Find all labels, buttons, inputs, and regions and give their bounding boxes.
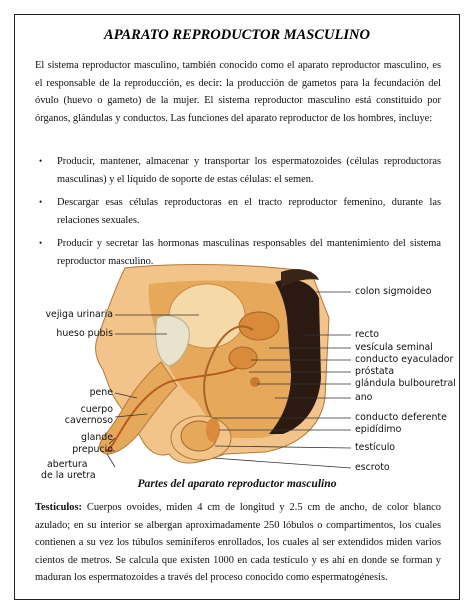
- label-colon-sigmoideo: colon sigmoideo: [355, 286, 432, 297]
- label-glandula-bulbouretral: glándula bulbouretral: [355, 378, 456, 389]
- bulbourethral-gland-shape: [250, 377, 260, 387]
- label-cuerpo: cuerpo: [80, 404, 113, 415]
- epididymis-shape: [206, 418, 220, 442]
- label-ano: ano: [355, 392, 373, 403]
- label-pene: pene: [89, 387, 113, 398]
- list-item-text: Producir, mantener, almacenar y transportar los espermatozoides (células reproductoras masculinas) y el líquido de soporte de estas células: el semen.: [57, 156, 441, 185]
- label-prostata: próstata: [355, 366, 395, 377]
- label-conducto-deferente: conducto deferente: [355, 412, 447, 423]
- label-vejiga-urinaria: vejiga urinaria: [45, 309, 113, 320]
- bullet-icon: •: [39, 238, 43, 249]
- intro-paragraph: El sistema reproductor masculino, también conocido como el aparato reproductor masculino, es el responsable de la reproducción, es decir: la producción de gametos para la fecundación del óvulo (huevo o gameto) de la mujer. El sistema reproductor masculino está constituido por órganos, glándulas y conductos. Las funciones del aparato reproductor de los hombres, incluye:: [35, 60, 441, 124]
- bullet-icon: •: [39, 197, 43, 208]
- prostate-shape: [229, 347, 257, 369]
- testicles-text: Cuerpos ovoides, miden 4 cm de longitud y 2.5 cm de ancho, de color blanco azulado; en su interior se albergan aproximadamente 250 lóbulos o compartimentos, los cuales contienen a su vez los túbulos seminíferos enrollados, los cuales al ser extendidos miden varios cientos de metros. Se calcula que existen 1000 en cada testículo y es ahí en donde se forman y maduran los espermatozoides a través del proceso conocido como espermatogénesis.: [35, 502, 441, 584]
- list-item: [35, 194, 441, 229]
- label-conducto-eyaculador: conducto eyaculador: [355, 354, 454, 365]
- figure-caption: Partes del aparato reproductor masculino: [137, 477, 337, 490]
- document-page: [14, 14, 460, 600]
- label-de-la-uretra: de la uretra: [41, 470, 96, 481]
- label-epididimo: epidídimo: [355, 424, 402, 435]
- testicles-term: Testículos:: [35, 502, 82, 513]
- label-prepucio: prepucio: [72, 444, 113, 455]
- label-glande: glande: [81, 432, 113, 443]
- label-cavernoso: cavernoso: [64, 415, 113, 426]
- list-item-text: Descargar esas células reproductoras en el tracto reproductor femenino, durante las relaciones sexuales.: [57, 197, 441, 226]
- label-vesicula-seminal: vesícula seminal: [355, 342, 433, 353]
- bullet-icon: •: [39, 156, 43, 166]
- testicles-paragraph: [35, 499, 441, 587]
- label-escroto: escroto: [355, 462, 390, 473]
- list-item: [35, 153, 441, 188]
- anatomy-figure: [29, 258, 456, 481]
- list-item-text: Producir y secretar las hormonas masculinas responsables del mantenimiento del sistema reproductor masculino.: [57, 238, 441, 267]
- page-title: APARATO REPRODUCTOR MASCULINO: [104, 27, 370, 43]
- label-recto: recto: [355, 329, 379, 340]
- label-abertura: abertura: [47, 459, 88, 470]
- label-hueso-pubis: hueso pubis: [56, 328, 113, 339]
- label-testiculo: testículo: [355, 442, 396, 453]
